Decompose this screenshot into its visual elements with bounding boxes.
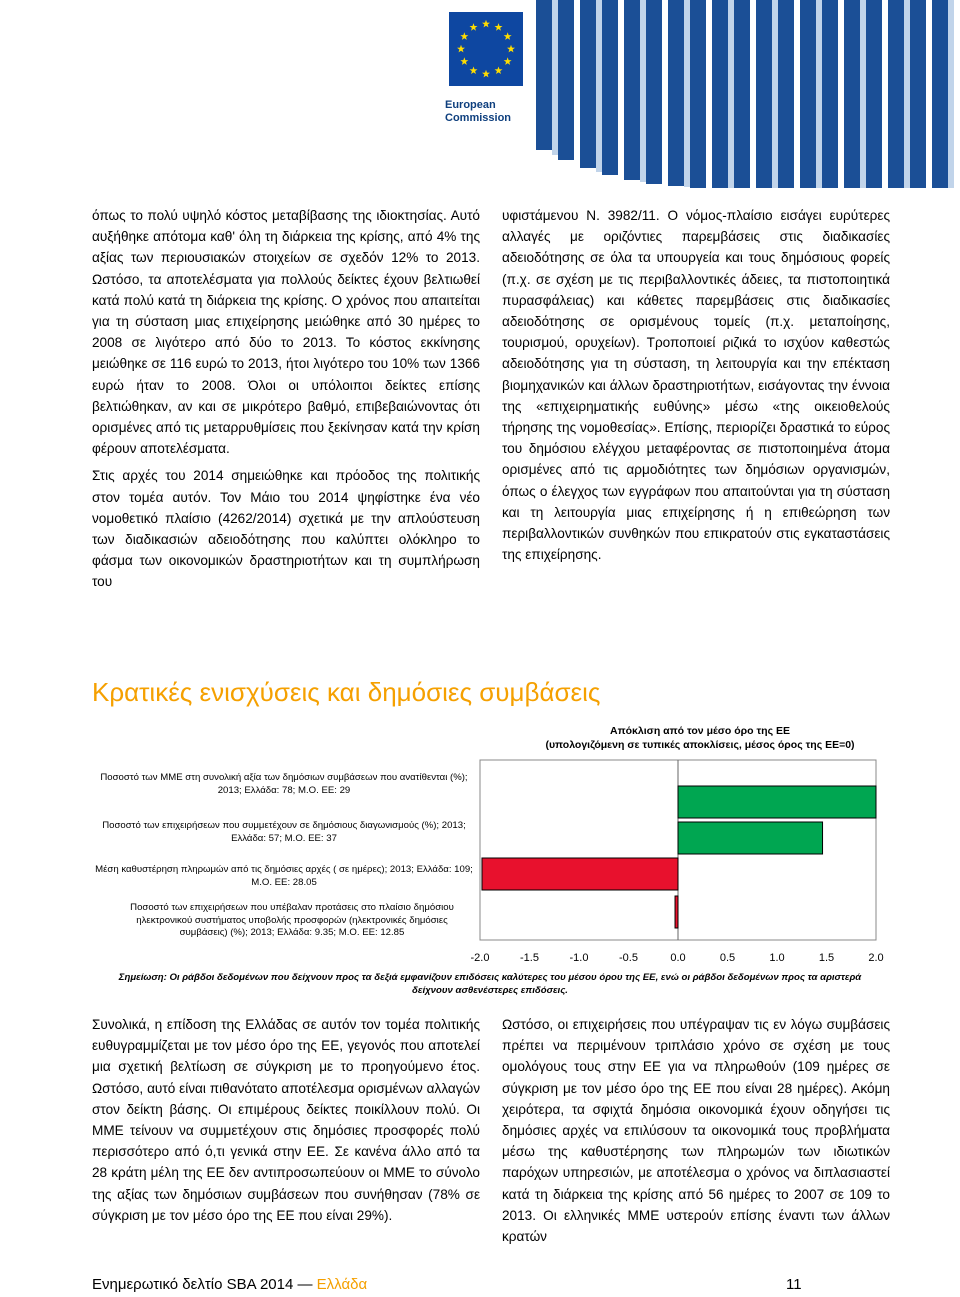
- bar: [675, 896, 678, 928]
- berlaymont-building-graphic: [526, 0, 960, 190]
- bar: [482, 858, 678, 890]
- x-tick-label: 1.5: [818, 952, 835, 964]
- paragraph: όπως το πολύ υψηλό κόστος μεταβίβασης της ιδιοκτησίας. Αυτό αυξήθηκε απότομα καθ' όλη τη διάρκεια της κρίσης, από 4% της αξίας των περιουσιακών στοιχείων σε σχεδόν 12% το 2013. Ωστόσο, τα αποτελέσματα για πολλούς δείκτες έχουν βελτιωθεί κατά πολύ κατά τη διάρκεια της κρίσης. Ο χρόνος που απαιτείται για τη σύσταση μιας επιχείρησης μειώθηκε από 30 ημέρες το 2008 σε λιγότερο από δύο το 2013. Το κόστος εκκίνησης μειώθηκε σε 116 ευρώ το 2013, ήτοι λιγότερο του 10% των 1366 ευρώ ήταν το 2008. Όλοι οι υπόλοιποι δείκτες επίσης βελτιώθηκαν, αν και σε μικρότερο βαθμό, επιβεβαιώνοντας ότι ορισμένες από τις μεταρρυθμίσεις που ξεκίνησαν κατά την κρίση φέρουν αποτελέσματα.: [92, 208, 480, 457]
- x-tick-label: 1.0: [769, 952, 785, 964]
- bar: [678, 786, 876, 818]
- bar: [678, 822, 823, 854]
- page-header: [0, 0, 960, 190]
- footer-country: Ελλάδα: [316, 1276, 368, 1293]
- chart-note: Σημείωση: Οι ράβδοι δεδομένων που δείχνουν προς τα δεξιά εμφανίζουν επιδόσεις καλύτερες του μέσου όρου της ΕΕ, ενώ οι ράβδοι δεδομένων προς τα αριστερά δείχνουν ασθενέστερες επιδόσεις.: [118, 972, 862, 996]
- text-column-4: [502, 1014, 890, 1247]
- x-tick-label: -0.5: [619, 952, 638, 964]
- x-tick-label: -1.5: [520, 952, 539, 964]
- plot-frame: [480, 760, 876, 940]
- commission-logo-text: European Commission: [445, 99, 512, 124]
- text-column-3: [92, 1014, 480, 1226]
- footer-title: Ενημερωτικό δελτίο SBA 2014 — Ελλάδα: [92, 1276, 368, 1293]
- eu-flag-icon: [449, 12, 523, 86]
- page-number: 11: [786, 1276, 802, 1293]
- category-label: Ποσοστό των ΜΜΕ στη συνολική αξία των δημόσιων συμβάσεων που ανατίθενται (%); 2013; Ελλάδα: 78; Μ.Ο. ΕΕ: 29: [100, 772, 468, 796]
- x-tick-label: 0.0: [670, 952, 686, 964]
- paragraph: Στις αρχές του 2014 σημειώθηκε και πρόοδος της πολιτικής στον τομέα αυτόν. Τον Μάιο του 2014 ψηφίστηκε ένα νέο νομοθετικό πλαίσιο (4262/2014) σχετικά με την απλούστευση των διαδικασιών αδειοδότησης που καλύπτει ολόκληρο το φάσμα των οικονομικών δραστηριοτήτων και τη συμπλήρωση του: [92, 468, 480, 590]
- category-label: Ποσοστό των επιχειρήσεων που συμμετέχουν σε δημόσιους διαγωνισμούς (%); 2013; Ελλάδα: 57; Μ.Ο. ΕΕ: 37: [102, 820, 466, 844]
- x-tick-label: 0.5: [719, 952, 736, 964]
- paragraph: Συνολικά, η επίδοση της Ελλάδας σε αυτόν τον τομέα πολιτικής ευθυγραμμίζεται με τον μέσο όρο της ΕΕ, γεγονός που αποτελεί μια σχετική βελτίωση σε σύγκριση με το προηγούμενο έτος. Ωστόσο, αυτό είναι πιθανότατο αποτέλεσμα ορισμένων αλλαγών στον δείκτη βάσης. Οι επιμέρους δείκτες ποικίλλουν πολύ. Οι ΜΜΕ τείνουν να συμμετέχουν στις δημόσιες προσφορές πολύ περισσότερο από ό,τι γενικά στην ΕΕ. Σε κανένα άλλο από τα 28 κράτη μέλη της ΕΕ δεν αντιπροσωπεύουν οι ΜΜΕ το σύνολο της αξίας των δημόσιων συμβάσεων που συνήθησαν (78% σε σύγκριση με τον μέσο όρο της ΕΕ που είναι 29%).: [92, 1017, 480, 1223]
- text-column-2: [502, 205, 890, 565]
- x-tick-label: -2.0: [470, 952, 490, 964]
- x-tick-label: 2.0: [868, 952, 884, 964]
- chart-title: Απόκλιση από τον μέσο όρο της ΕΕ (υπολογιζόμενη σε τυπικές αποκλίσεις, μέσος όρος της ΕΕ=0): [545, 725, 855, 751]
- paragraph: Ωστόσο, οι επιχειρήσεις που υπέγραψαν τις εν λόγω συμβάσεις πρέπει να περιμένουν τριπλάσιο χρόνο σε σχέση με τους ομολόγους τους στην ΕΕ για να πληρωθούν (109 ημέρες σε σύγκριση με τον μέσο όρο της ΕΕ που είναι 28 ημέρες). Ακόμη χειρότερα, τα σφιχτά δημόσια οικονομικά έχουν οδηγήσει τις δημόσιες αρχές να επιλύσουν τα οικονομικά τους προβλήματα μέσω της καθυστέρησης των πληρωμών των ιδιωτικών παρόχων υπηρεσιών, με αποτέλεσμα ο χρόνος να διπλασιαστεί κατά τη διάρκεια της κρίσης από 56 ημέρες το 2007 σε 109 το 2013. Οι ελληνικές ΜΜΕ υστερούν επίσης έναντι των άλλων κρατών: [502, 1017, 890, 1245]
- category-label: Μέση καθυστέρηση πληρωμών από τις δημόσιες αρχές ( σε ημέρες); 2013; Ελλάδα: 109; Μ.Ο. ΕΕ: 28.05: [95, 864, 473, 888]
- category-label: Ποσοστό των επιχειρήσεων που υπέβαλαν προτάσεις στο πλαίσιο δημόσιου ηλεκτρονικού συστήματος υποβολής προσφορών (ηλεκτρονικές δημόσιες συμβάσεις) (%); 2013; Ελλάδα: 9.35; Μ.Ο. ΕΕ: 12.85: [130, 902, 454, 938]
- section-title: Κρατικές ενισχύσεις και δημόσιες συμβάσεις: [92, 677, 601, 707]
- text-column-1: [92, 205, 480, 593]
- paragraph: υφιστάμενου Ν. 3982/11. Ο νόμος-πλαίσιο εισάγει ευρύτερες αλλαγές με οριζόντιες παρεμβάσεις στις διαδικασίες αδειοδότησης σε όλα τα υπουργεία και τους δημόσιους φορείς (π.χ. σε σχέση με τις περιβαλλοντικές άδειες, τα πιστοποιητικά πυρασφάλειας) και κάθετες παρεμβάσεις στις διαδικασίες αδειοδότησης σε ορισμένους τομείς (π.χ. μεταποίησης, τουρισμού, ορυχείων). Τροποποιεί ριζικά το ισχύον καθεστώς αδειοδότησης για τη σύσταση, τη λειτουργία και την επέκταση βιομηχανικών και άλλων δραστηριοτήτων, εισάγοντας την έννοια της «επιχειρηματικής ευθύνης» μέσω «της οικειοθελούς τήρησης της νομοθεσίας». Επίσης, περιορίζει δραστικά το εύρος του δημόσιου ελέγχου μεταφέροντας σε πιστοποιημένα άτομα ορισμένες από τις αρμοδιότητες των δημόσιων οργανισμών, όπως ο έλεγχος των εγγράφων που απαιτούνται για τη σύσταση και τη λειτουργία μιας επιχείρησης ή η επιθεώρηση των περιβαλλοντικών συνθηκών που επικρατούν στις εγκαταστάσεις της επιχείρησης.: [502, 208, 890, 563]
- x-tick-label: -1.0: [569, 952, 589, 964]
